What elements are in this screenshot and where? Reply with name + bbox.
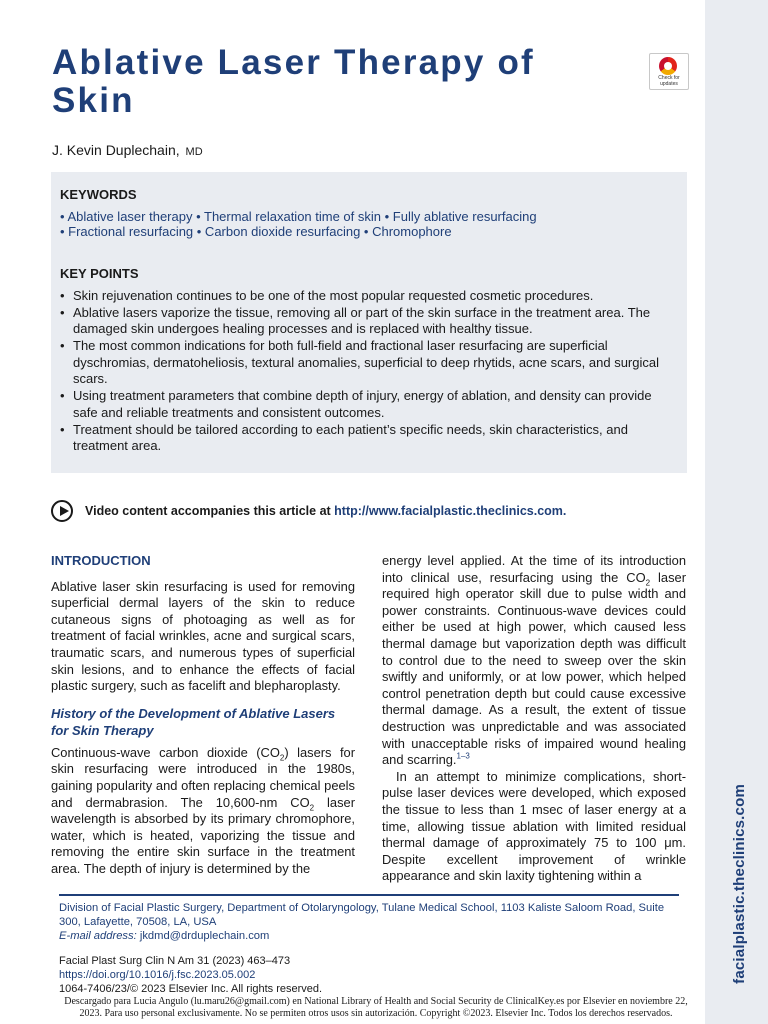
short-pulse-paragraph: In an attempt to minimize complications, short-pulse laser devices were developed, which exposed the tissue to less than 1 msec of laser energy at a time, allowing tissue ablation with limited residual thermal damage of approximately 75 to 100 μm. Despite excellent improvement of wrinkle appearance and skin laxity tightening within a xyxy=(382,768,686,884)
journal-citation: Facial Plast Surg Clin N Am 31 (2023) 463–473 xyxy=(59,955,291,967)
keywords-line-1: • Ablative laser therapy • Thermal relaxation time of skin • Fully ablative resurfacing xyxy=(60,209,537,224)
journal-sidebar xyxy=(705,0,768,1024)
history-paragraph: Continuous-wave carbon dioxide $(CO_2)$ lasers for skin resurfacing were introduced in the 1980s, gaining popularity and often replacing chemical peels and dermabrasion. The 10,600-nm $CO_2$ laser wavelength is absorbed by its primary chromophore, water, which is heated, vaporizing the tissue and removing the entire skin surface in the treatment area. The depth of injury is determined by the xyxy=(51,744,355,876)
keywords-keypoints-box xyxy=(51,172,687,473)
key-points-list xyxy=(60,288,675,455)
play-icon[interactable] xyxy=(51,500,73,522)
crossmark-icon xyxy=(659,57,677,75)
doi-link[interactable]: https://doi.org/10.1016/j.fsc.2023.05.002 xyxy=(59,968,256,981)
keywords-heading: KEYWORDS xyxy=(60,187,137,202)
key-points-heading: KEY POINTS xyxy=(60,266,139,281)
article-title: Ablative Laser Therapy of Skin xyxy=(52,43,535,120)
list-item: • The most common indications for both full-field and fractional laser resurfacing are superficial dyschromias, dermatoheliosis, textural anomalies, superficial to deep rhytids, acne scars, and surgical scars. xyxy=(60,338,659,387)
author-line xyxy=(52,142,203,158)
download-notice: Descargado para Lucia Angulo (lu.maru26@gmail.com) en National Library of Health and Social Security de ClinicalKey.es por Elsevier en noviembre 22, 2023. Para uso personal exclusivamente. No se permiten otros usos sin autorización. Copyright ©2023. Elsevier Inc. Todos los derechos reservados. xyxy=(64,996,688,1019)
list-item: • Treatment should be tailored according to each patient’s specific needs, skin characteristics, and treatment area. xyxy=(60,421,628,454)
video-link[interactable]: http://www.facialplastic.theclinics.com. xyxy=(334,504,567,518)
citation-block xyxy=(59,955,322,996)
introduction-heading: INTRODUCTION xyxy=(51,553,151,568)
reference-link[interactable]: 1–3 xyxy=(456,751,470,761)
list-item: • Skin rejuvenation continues to be one of the most popular requested cosmetic procedures. xyxy=(60,288,594,303)
author-email[interactable]: jkdmd@drduplechain.com xyxy=(139,930,270,942)
footer-divider xyxy=(59,894,679,896)
body-column-2 xyxy=(382,553,686,885)
list-item: • Using treatment parameters that combine depth of injury, energy of ablation, and density can provide safe and reliable treatments and consistent outcomes. xyxy=(60,388,652,420)
keywords-line-2: • Fractional resurfacing • Carbon dioxide resurfacing • Chromophore xyxy=(60,224,452,239)
history-heading: History of the Development of Ablative Lasers for Skin Therapy xyxy=(51,705,336,738)
list-item: • Ablative lasers vaporize the tissue, removing all or part of the skin surface in the treatment area. The damaged skin undergoes healing processes and is replaced with healthy tissue. xyxy=(60,305,651,337)
author-degree: MD xyxy=(185,146,203,158)
history-continued-paragraph: energy level applied. At the time of its introduction into clinical use, resurfacing using the $CO_2$ laser required high operator skill due to pulse width and power constraints. Continuous-wave devices could either be used at high power, which caused less thermal damage but vaporization depth was difficult to control due to the need to sweep over the skin swiftly and uniformly, or at low power, which helped control penetration depth but could cause excessive thermal damage. As a result, the extent of tissue destruction was unpredictable and was associated with unacceptable risks of impaired wound healing and scarring.$^{1-3}$ xyxy=(382,553,686,768)
body-column-1 xyxy=(51,553,355,878)
affiliation xyxy=(59,901,684,943)
affiliation-text: Division of Facial Plastic Surgery, Department of Otolaryngology, Tulane Medical School, 1103 Kaliste Saloom Road, Suite 300, Lafayette, 70508, LA, USA xyxy=(59,902,665,928)
copyright-line: 1064-7406/23/© 2023 Elsevier Inc. All rights reserved. xyxy=(59,982,323,995)
email-label: E-mail address: xyxy=(59,930,137,942)
check-for-updates-badge[interactable] xyxy=(649,53,689,90)
journal-url[interactable]: facialplastic.theclinics.com xyxy=(731,784,748,984)
video-text: Video content accompanies this article at xyxy=(85,504,331,518)
check-badge-label: Check for updates xyxy=(658,75,680,87)
introduction-paragraph: Ablative laser skin resurfacing is used for removing superficial dermal layers of the skin to reduce cutaneous signs of photoaging as well as for treatment of facial wrinkles, acne and surgical scars, traumatic scars, and numerous types of superficial skin lesions, and to enhance the effects of facial plastic surgery, such as facelift and blepharoplasty. xyxy=(51,578,355,694)
author-name: J. Kevin Duplechain, xyxy=(52,142,180,158)
